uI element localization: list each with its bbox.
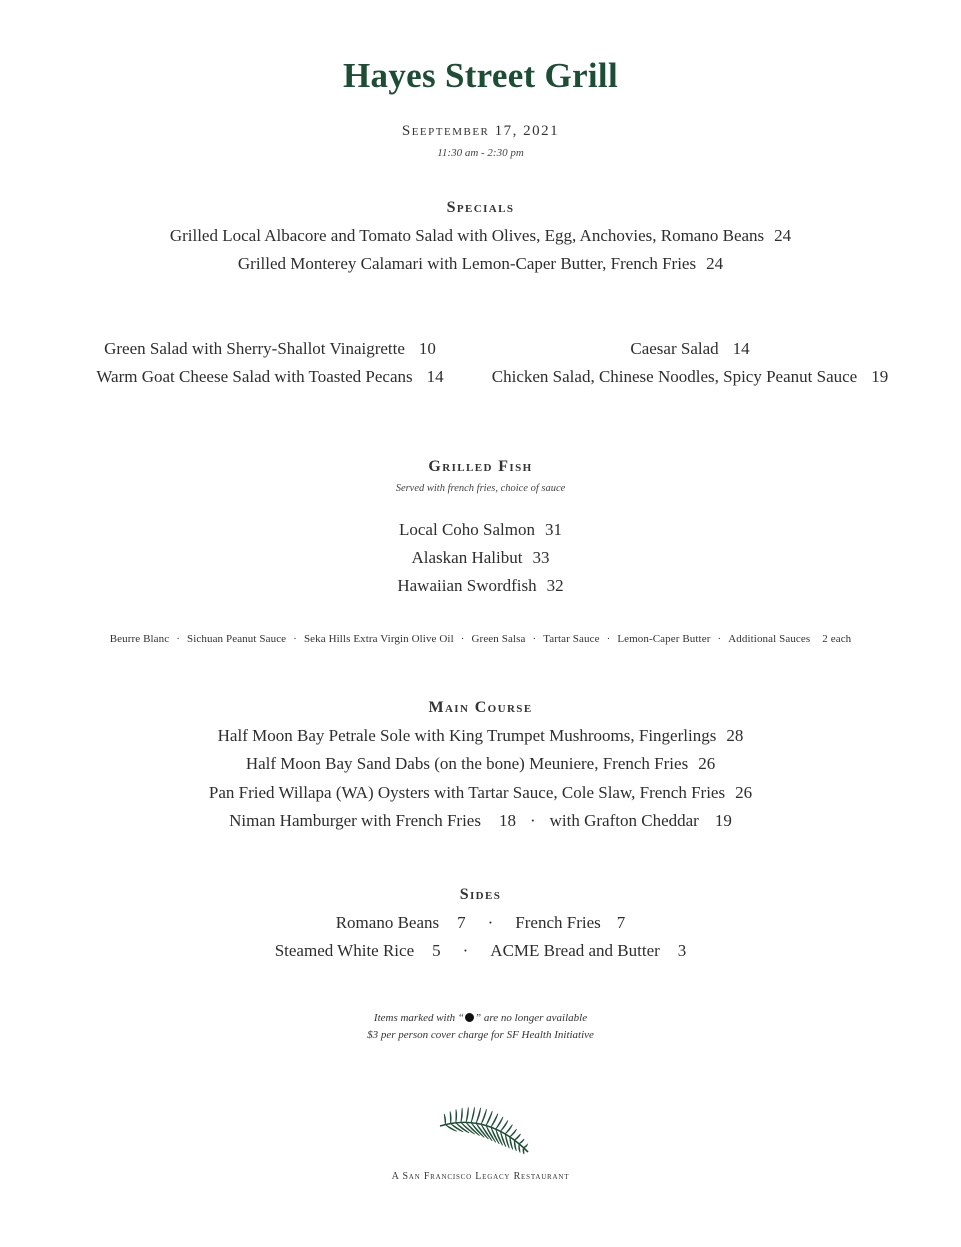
special-item [0,226,961,246]
item-name: Chicken Salad, Chinese Noodles, Spicy Peanut Sauce [491,367,858,386]
sauce-item: Sichuan Peanut Sauce [187,633,287,645]
item-price: 24 [774,226,792,245]
main-item-burger: Niman Hamburger with French Fries 18 · with Grafton Cheddar 19 [229,811,732,830]
bullet-icon [465,1013,474,1022]
item-price: 28 [726,726,744,745]
item-name: Caesar Salad [630,339,719,358]
sauce-list: Beurre Blanc · Sichuan Peanut Sauce · Seka Hills Extra Virgin Olive Oil · Green Salsa · Tartar Sauce · Lemon-Caper Butter · Additional Sauces 2 each [109,633,852,645]
item-price: 3 [677,941,687,960]
item-name: ACME Bread and Butter [490,941,660,960]
item-price: 19 [871,367,889,386]
special-item [0,254,961,274]
sides-row: Romano Beans 7 · French Fries 7 [335,913,626,932]
restaurant-title: Hayes Street Grill [343,56,618,95]
salad-item [60,339,480,359]
item-price: 33 [532,548,550,567]
item-price: 10 [418,339,436,358]
grilled-fish-subtitle: Served with french fries, choice of sauce [395,483,566,494]
sauce-item: Seka Hills Extra Virgin Olive Oil [303,633,454,645]
palm-frond-icon [436,1104,532,1156]
item-name: Half Moon Bay Petrale Sole with King Trumpet Mushrooms, Fingerlings [217,726,717,745]
sauce-item: Beurre Blanc [109,633,170,645]
item-name: Steamed White Rice [274,941,415,960]
grilled-fish-heading: Grilled Fish [428,458,533,475]
fish-item [0,548,961,568]
sauce-item: Green Salsa [471,633,526,645]
specials-heading: Specials [446,199,515,216]
main-item [0,726,961,746]
menu-date: Seeptember 17, 2021 [401,123,560,139]
item-price: 14 [426,367,444,386]
main-item [0,754,961,774]
item-name: Green Salad with Sherry-Shallot Vinaigrette [104,339,405,358]
main-item [0,783,961,803]
sides-heading: Sides [459,886,502,903]
service-hours: 11:30 am - 2:30 pm [437,147,524,159]
item-name: Romano Beans [335,913,440,932]
item-addon-price: 19 [714,811,732,830]
sauce-item: Lemon-Caper Butter [617,633,711,645]
item-price: 26 [698,754,716,773]
item-price: 7 [457,913,466,932]
item-price: 7 [616,913,626,932]
item-name: Grilled Monterey Calamari with Lemon-Caper Butter, French Fries [237,254,697,273]
main-course-heading: Main Course [428,699,533,716]
salad-item [60,367,480,387]
item-name: Grilled Local Albacore and Tomato Salad with Olives, Egg, Anchovies, Romano Beans [169,226,765,245]
item-name: Niman Hamburger with French Fries [229,811,481,830]
item-name: Local Coho Salmon [399,520,535,539]
sauce-item: Additional Sauces [728,633,811,645]
item-name: Warm Goat Cheese Salad with Toasted Pecans [96,367,413,386]
item-price: 14 [732,339,750,358]
item-price: 31 [544,520,562,539]
sides-row: Steamed White Rice 5 · ACME Bread and Butter 3 [274,941,687,960]
item-name: French Fries [515,913,601,932]
salad-item [470,339,910,359]
item-name: Half Moon Bay Sand Dabs (on the bone) Meuniere, French Fries [245,754,689,773]
unavailable-note: Items marked with “ ” are no longer available [373,1012,588,1024]
item-price: 32 [546,576,564,595]
sauce-item: Tartar Sauce [543,633,600,645]
item-price: 26 [735,783,753,802]
fish-item [0,520,961,540]
cover-charge-note: $3 per person cover charge for SF Health Initiative [367,1029,594,1041]
fish-item [0,576,961,596]
salad-item [470,367,910,387]
item-price: 5 [432,941,441,960]
item-name: Hawaiian Swordfish [397,576,537,595]
item-price: 24 [706,254,724,273]
item-name: Alaskan Halibut [411,548,523,567]
footer-tagline: A San Francisco Legacy Restaurant [391,1171,570,1182]
item-price: 18 [498,811,516,830]
sauce-price: 2 each [822,633,852,645]
item-addon: with Grafton Cheddar [549,811,699,830]
item-name: Pan Fried Willapa (WA) Oysters with Tartar Sauce, Cole Slaw, French Fries [208,783,726,802]
